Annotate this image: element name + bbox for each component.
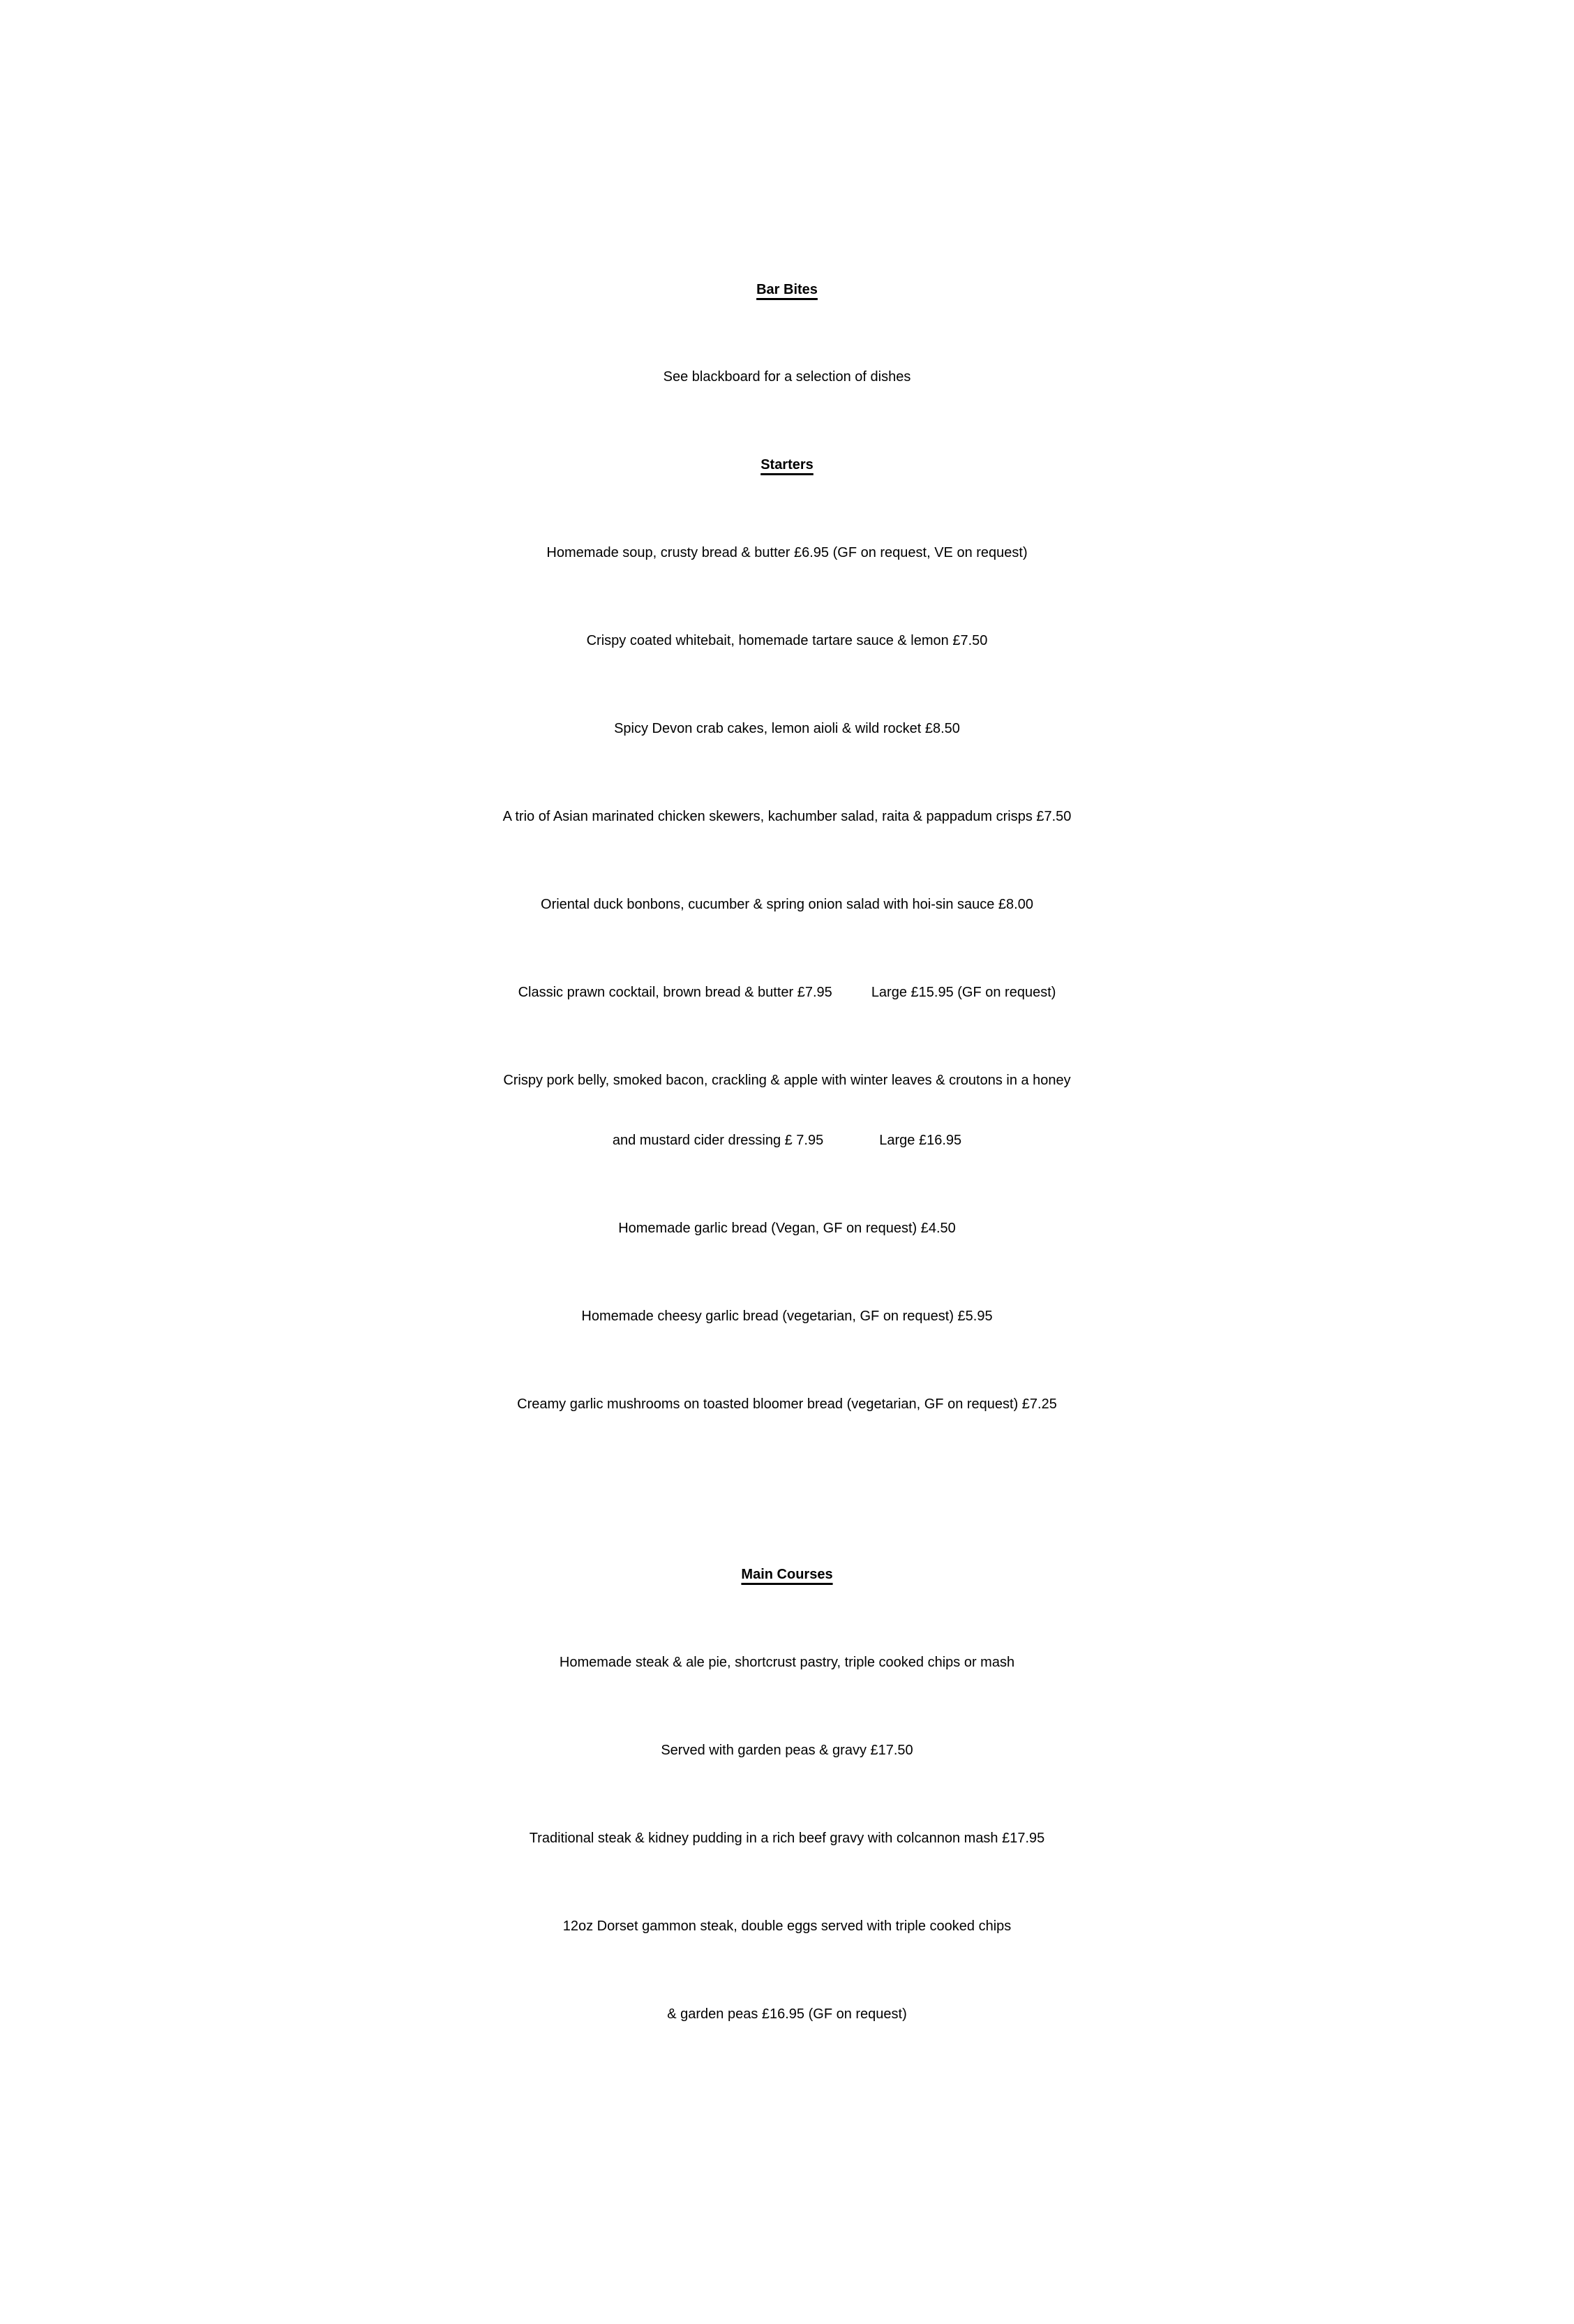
pork-belly-text: and mustard cider dressing £ 7.95 [612,1133,824,1148]
main-courses-heading: Main Courses [741,1567,833,1582]
starter-item-pork-belly-line2 [0,1119,1574,1161]
bar-bites-note: See blackboard for a selection of dishes [663,369,911,385]
main-course-item: & garden peas £16.95 (GF on request) [667,2006,907,2022]
bar-bites-heading: Bar Bites [756,282,818,297]
starters-heading: Starters [760,457,814,472]
starter-item: Spicy Devon crab cakes, lemon aioli & wild rocket £8.50 [614,721,960,736]
starter-item: A trio of Asian marinated chicken skewers, kachumber salad, raita & pappadum crisps £7.50 [502,809,1072,824]
main-course-item: Served with garden peas & gravy £17.50 [661,1743,913,1758]
starter-item: Homemade cheesy garlic bread (vegetarian, GF on request) £5.95 [581,1309,993,1324]
starter-item: Homemade soup, crusty bread & butter £6.95 (GF on request, VE on request) [546,545,1028,560]
prawn-cocktail-large: Large £15.95 (GF on request) [871,985,1056,1000]
main-course-item: Traditional steak & kidney pudding in a rich beef gravy with colcannon mash £17.95 [529,1831,1045,1846]
starter-item: Crispy coated whitebait, homemade tartare sauce & lemon £7.50 [586,633,988,648]
starter-item: Homemade garlic bread (Vegan, GF on request) £4.50 [618,1221,956,1236]
starter-item-prawn-cocktail [0,971,1574,1013]
starter-item: Oriental duck bonbons, cucumber & spring onion salad with hoi-sin sauce £8.00 [541,897,1033,912]
main-course-item: 12oz Dorset gammon steak, double eggs served with triple cooked chips [562,1919,1012,1934]
starter-item: Creamy garlic mushrooms on toasted bloomer bread (vegetarian, GF on request) £7.25 [517,1396,1057,1412]
main-course-item: Homemade steak & ale pie, shortcrust pastry, triple cooked chips or mash [559,1655,1015,1670]
starter-item-pork-belly-line1: Crispy pork belly, smoked bacon, crackling & apple with winter leaves & croutons in a honey [503,1073,1071,1088]
prawn-cocktail-text: Classic prawn cocktail, brown bread & butter £7.95 [518,985,832,1000]
pork-belly-large: Large £16.95 [879,1133,962,1148]
